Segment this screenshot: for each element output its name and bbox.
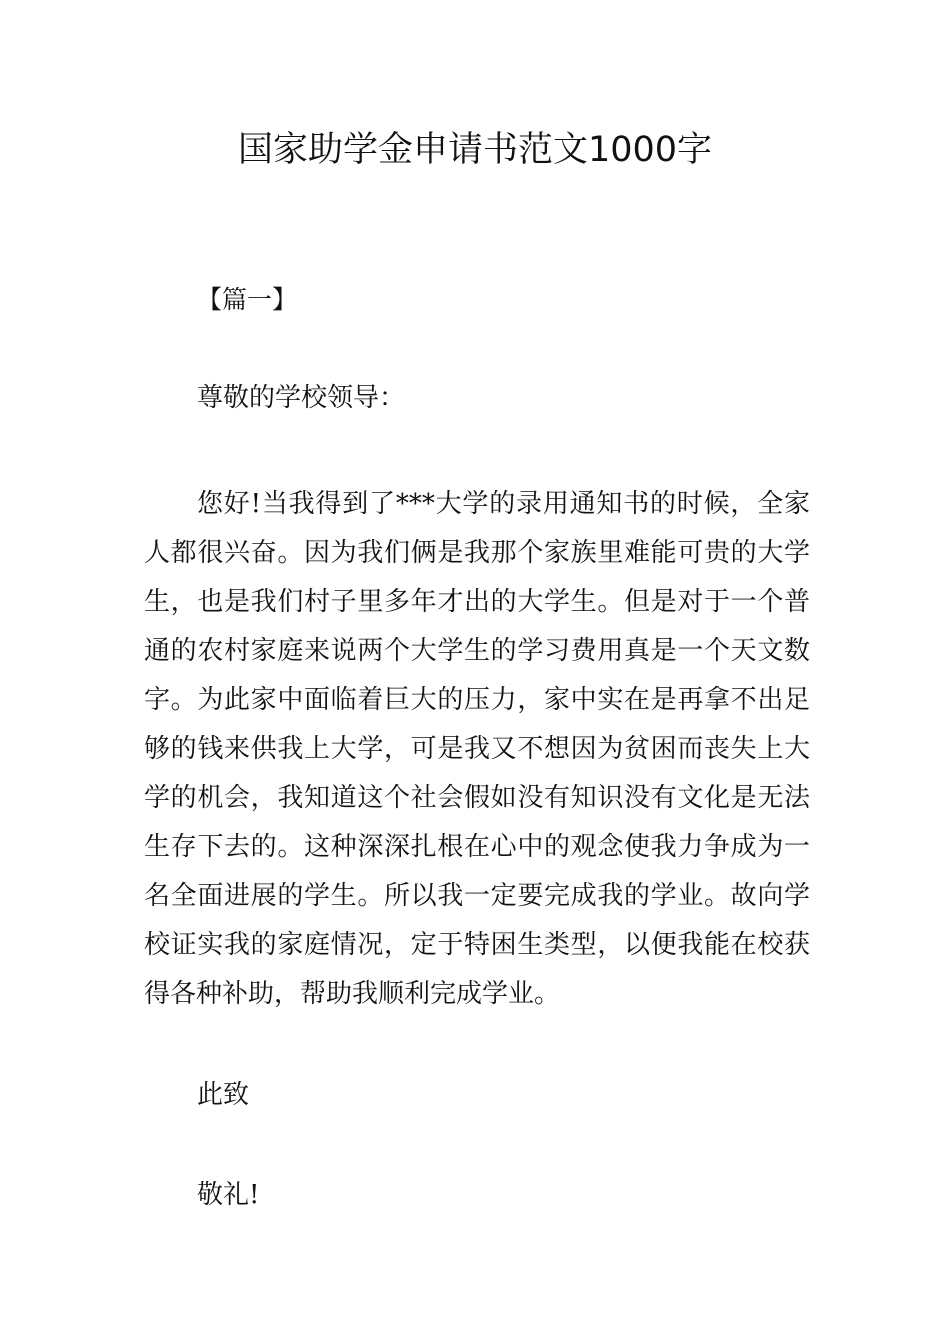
closing-line-2: 敬礼! bbox=[197, 1180, 260, 1210]
closing-line-1: 此致 bbox=[197, 1080, 250, 1110]
document-title: 国家助学金申请书范文1000字 bbox=[237, 130, 713, 170]
salutation: 尊敬的学校领导： bbox=[197, 383, 406, 413]
body-paragraph: 您好!当我得到了***大学的录用通知书的时候，全家人都很兴奋。因为我们俩是我那个家族里难能可贵的大学生，也是我们村子里多年才出的大学生。但是对于一个普通的农村家庭来说两个大学生的学习费用真是一个天文数字。为此家中面临着巨大的压力，家中实在是再拿不出足够的钱来供我上大学，可是我又不想因为贫困而丧失上大学的机会，我知道这个社会假如没有知识没有文化是无法生存下去的。这种深深扎根在心中的观念使我力争成为一名全面进展的学生。所以我一定要完成我的学业。故向学校证实我的家庭情况，定于特困生类型，以便我能在校获得各种补助，帮助我顺利完成学业。 bbox=[144, 489, 810, 1009]
section-heading: 【篇一】 bbox=[197, 285, 298, 314]
